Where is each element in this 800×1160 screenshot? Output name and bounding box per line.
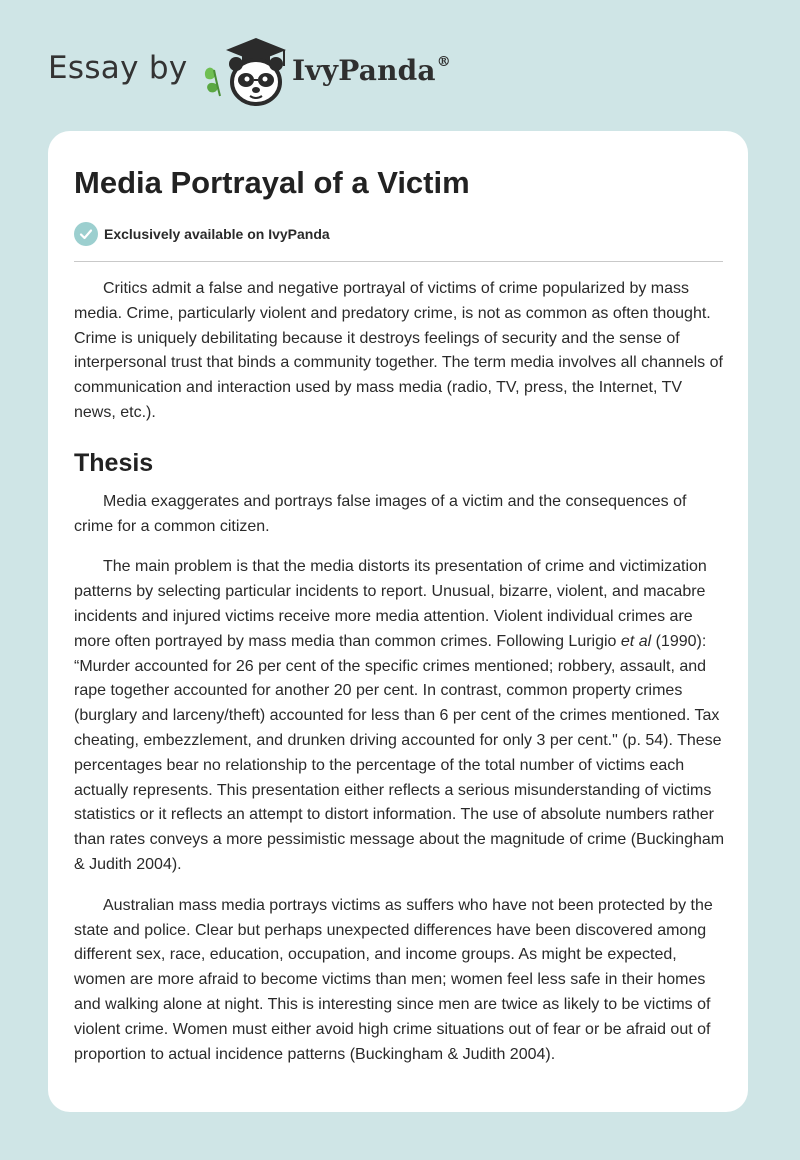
article-card: [48, 131, 748, 1112]
check-circle-icon: [74, 222, 98, 246]
ivy-leaf-icon: [205, 68, 220, 96]
thesis-paragraph: Media exaggerates and portrays false images of a victim and the consequences of crime for a common citizen.: [74, 492, 687, 535]
brand-name: IvyPanda: [292, 54, 436, 87]
exclusive-badge: [74, 222, 330, 246]
citation-emphasis: et al: [620, 632, 652, 650]
body-text: (1990): “Murder accounted for 26 per cent of the specific crimes mentioned; robbery, assault, and rape together accounted for another 20 per cent. In contrast, common property crimes (burglary and larceny/theft) accounted for less than 6 per cent of the crimes mentioned. Tax cheating, embezzlement, and drunken driving accounted for only 3 per cent." (p. 54). These percentages bear no relationship to the percentage of the total number of victims each actually represents. This presentation either reflects a serious misunderstanding of victims statistics or it reflects an attempt to distort information. The use of absolute numbers rather than rates conveys a more pessimistic message about the magnitude of crime (Buckingham & Judith 2004).: [74, 632, 725, 873]
site-header: [0, 0, 800, 130]
body-paragraph: [74, 555, 726, 877]
page-title: Media Portrayal of a Victim: [74, 165, 470, 200]
body-paragraph: Australian mass media portrays victims as suffers who have not been protected by the state and police. Clear but perhaps unexpected differences have been discovered among different sex, race, education, occupation, and income groups. As might be expected, women are more afraid to become victims than men; women feel less safe in their homes and walking alone at night. This is interesting since men are twice as likely to be victims of violent crime. Women must either avoid high crime situations out of fear or be afraid out of proportion to actual incidence patterns (Buckingham & Judith 2004).: [74, 896, 713, 1063]
section-heading: Thesis: [74, 448, 154, 477]
badge-text: Exclusively available on IvyPanda: [104, 226, 330, 242]
article-content: [74, 277, 726, 1067]
body-text: The main problem is that the media distorts its presentation of crime and victimization patterns by selecting particular incidents to report. Unusual, bizarre, violent, and macabre incidents and injured victims receive more media attention. Violent individual crimes are more often portrayed by mass media than common crimes. Following Lurigio: [74, 558, 707, 650]
essay-by-label: Essay by: [48, 50, 188, 86]
divider: [74, 261, 723, 262]
brand-logo[interactable]: [292, 54, 451, 87]
registered-mark: ®: [436, 53, 451, 70]
intro-paragraph: Critics admit a false and negative portrayal of victims of crime popularized by mass media. Crime, particularly violent and predatory crime, is not as common as often thought. Crime is uniquely debilitating because it destroys feelings of security and the sense of interpersonal trust that binds a community together. The term media involves all channels of communication and interaction used by mass media (radio, TV, press, the Internet, TV news, etc.).: [74, 280, 723, 421]
panda-graduate-logo-icon[interactable]: [200, 36, 292, 108]
